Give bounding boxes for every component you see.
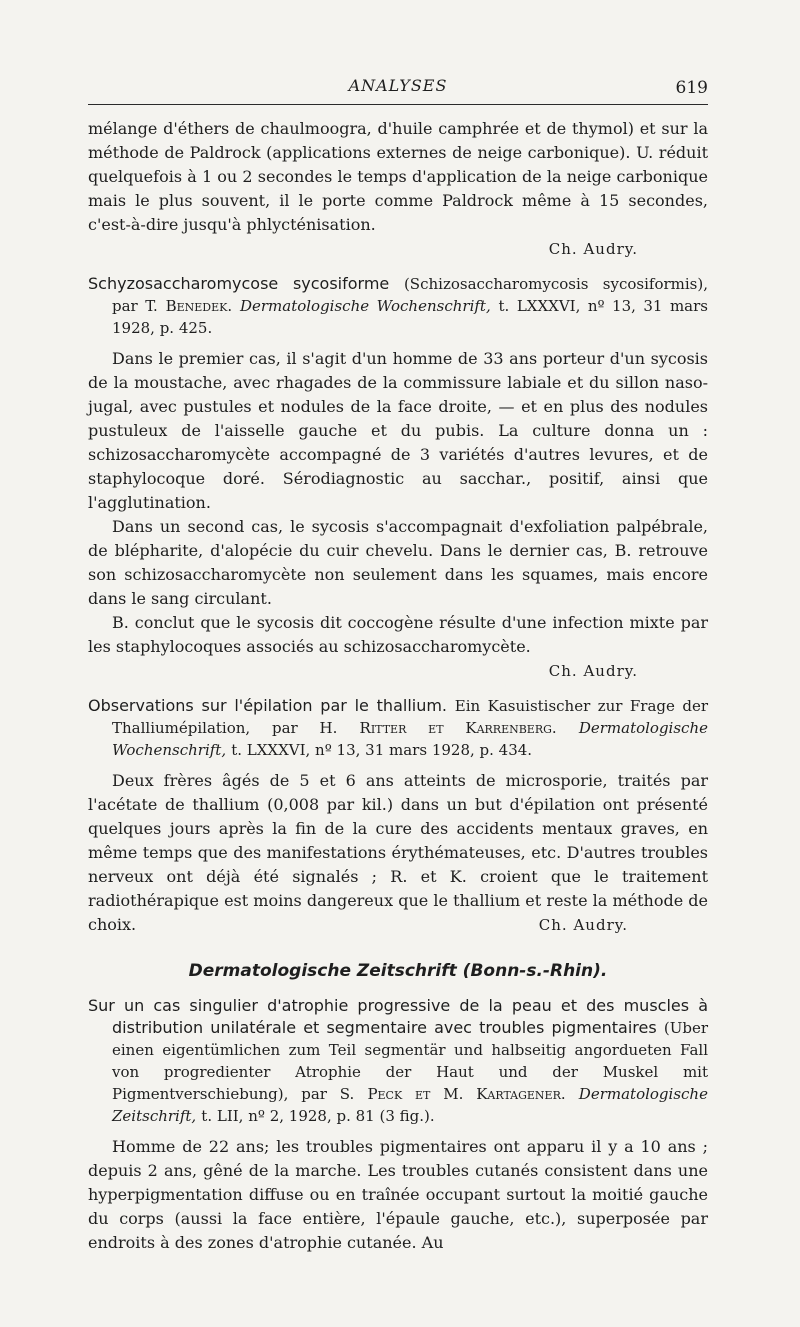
article2-heading-text: [88, 695, 708, 761]
page: [88, 70, 708, 1255]
article0-body: mélange d'éthers de chaulmoogra, d'huile camphrée et de thymol) et sur la méthode de Paldrock (applications externes de neige carbonique). U. réduit quelquefois à 1 ou 2 secondes le temps d'application de la neige carbonique mais le plus souvent, il le porte comme Paldrock même à 15 secondes, c'est-à-dire jusqu'à phlycténisation.: [88, 119, 708, 234]
article2-authors: Ritter et Karrenberg.: [359, 719, 557, 737]
header-rule: [88, 104, 708, 105]
article2-signature: Ch. Audry.: [538, 916, 628, 934]
article3-heading: [88, 995, 708, 1127]
article1-latin: (Schizosaccharomycosis sycosiformis), par T.: [112, 275, 708, 315]
article2-citation: t. LXXXVI, nº 13, 31 mars 1928, p. 434.: [231, 741, 533, 759]
page-header: [88, 70, 708, 104]
article1-para2: Dans un second cas, le sycosis s'accompagnait d'exfoliation palpébrale, de blépharite, d'alopécie du cuir chevelu. Dans le dernier cas, B. retrouve son schizosaccharomycète non seulement dans les squames, mais encore dans le sang circulant.: [88, 517, 708, 608]
article1-para1: Dans le premier cas, il s'agit d'un homme de 33 ans porteur d'un sycosis de la moustache, avec rhagades de la commissure labiale et du sillon naso-jugal, avec pustules et nodules de la face droite, — et en plus des nodules pustuleux de l'aisselle gauche et du pubis. La culture donna un : schizosaccharomycète accompagné de 3 variétés d'autres levures, et de staphylocoque doré. Sérodiagnostic au sacchar., positif, ainsi que l'agglutination.: [88, 349, 708, 512]
article1-title: Schyzosaccharomycose sycosiforme: [88, 274, 390, 293]
article3-title: Sur un cas singulier d'atrophie progressive de la peau et des muscles à distribution unilatérale et segmentaire avec troubles pigmentaires: [88, 996, 708, 1037]
article3-authors: Peck et M. Kartagener.: [367, 1085, 566, 1103]
article1-journal: Dermatologische Wochenschrift,: [239, 297, 491, 315]
article0-signature: Ch. Audry.: [548, 240, 638, 258]
article1-heading-text: [88, 273, 708, 339]
running-title: ANALYSES: [348, 76, 448, 95]
article2-journal: Dermatologische Wochenschrift,: [112, 719, 708, 759]
page-number: 619: [675, 78, 708, 98]
article1-citation: t. LXXXVI, nº 13, 31 mars 1928, p. 425.: [112, 297, 708, 337]
article3-german: (Uber einen eigentümlichen zum Teil segmentär und halbseitig angordueten Fall von progredienter Atrophie der Haut und der Muskel mit Pigmentverschiebung), par S.: [112, 1019, 708, 1103]
article2-body: Deux frères âgés de 5 et 6 ans atteints de microsporie, traités par l'acétate de thallium (0,008 par kil.) dans un but d'épilation ont présenté quelques jours après la fin de la cure des accidents mentaux graves, en même temps que des manifestations érythémateuses, etc. D'autres troubles nerveux ont déjà été signalés ; R. et K. croient que le traitement radiothérapique est moins dangereux que le thallium et reste la méthode de choix.: [88, 771, 708, 934]
article2-german: Ein Kasuistischer zur Frage der Thalliumépilation, par H.: [112, 697, 708, 737]
article1-author: Benedek.: [165, 297, 233, 315]
journal-section-heading: Dermatologische Zeitschrift (Bonn-s.-Rhin).: [188, 961, 608, 981]
article1-para3: B. conclut que le sycosis dit coccogène résulte d'une infection mixte par les staphylocoques associés au schizosaccharomycète.: [88, 613, 708, 656]
article1-heading: [88, 273, 708, 339]
article1-signature: Ch. Audry.: [548, 662, 638, 680]
article3-citation: t. LII, nº 2, 1928, p. 81 (3 fig.).: [201, 1107, 435, 1125]
article3-journal: Dermatologische Zeitschrift,: [112, 1085, 708, 1125]
article2-heading: [88, 695, 708, 761]
article3-heading-text: [88, 995, 708, 1127]
article3-body: Homme de 22 ans; les troubles pigmentaires ont apparu il y a 10 ans ; depuis 2 ans, gêné de la marche. Les troubles cutanés consistent dans une hyperpigmentation diffuse ou en traînée occupant surtout la moitié gauche du corps (aussi la face entière, l'épaule gauche, etc.), superposée par endroits à des zones d'atrophie cutanée. Au: [88, 1137, 708, 1252]
article2-title: Observations sur l'épilation par le thallium.: [88, 696, 448, 715]
